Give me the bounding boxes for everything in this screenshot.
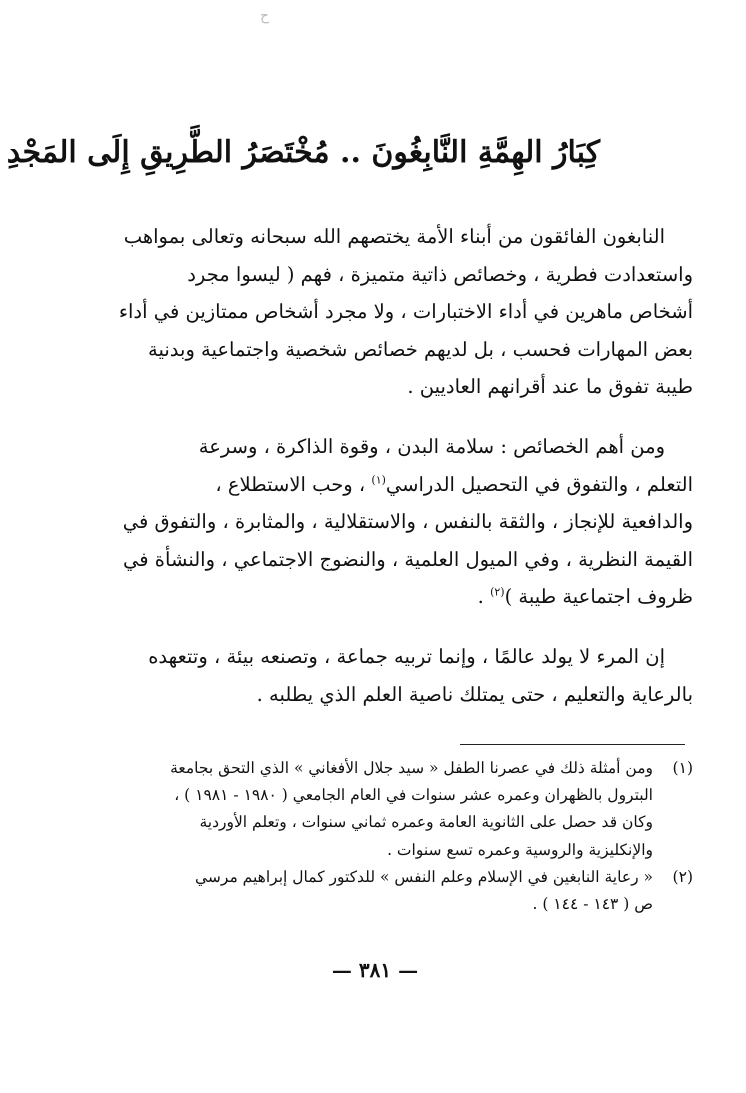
footnote-number: (١) <box>672 759 693 777</box>
footnote-line: البترول بالظهران وعمره عشر سنوات في العام الجامعي ( ١٩٨٠ - ١٩٨١ ) ، <box>174 786 653 805</box>
footnote-2 <box>128 864 693 918</box>
footnote-line: ومن أمثلة ذلك في عصرنا الطفل « سيد جلال الأفغاني » الذي التحق بجامعة <box>170 759 653 777</box>
section-heading: كِبَارُ الهِمَّةِ النَّابِغُونَ .. مُخْتَصَرُ الطَّرِيقِ إِلَى المَجْدِ <box>6 135 600 170</box>
paragraph-line <box>128 578 693 616</box>
paragraph-line: ومن أهم الخصائص : سلامة البدن ، وقوة الذاكرة ، وسرعة <box>198 435 665 458</box>
line-text: التعلم ، والتفوق في التحصيل الدراسي <box>385 472 693 496</box>
paragraph-line: بعض المهارات فحسب ، بل لديهم خصائص شخصية واجتماعية وبدنية <box>148 337 693 361</box>
footnote-line: والإنكليزية والروسية وعمره تسع سنوات . <box>387 840 653 859</box>
footnote-marker-1[interactable]: (١) <box>371 473 386 486</box>
footnotes <box>128 755 693 918</box>
footnote-line: وكان قد حصل على الثانوية العامة وعمره ثماني سنوات ، وتعلم الأوردية <box>199 813 653 832</box>
line-text: ، وحب الاستطلاع ، <box>215 472 366 496</box>
paragraph-line: والدافعية للإنجاز ، والثقة بالنفس ، والاستقلالية ، والمثابرة ، والتفوق في <box>122 510 693 533</box>
line-text: . <box>477 585 491 608</box>
page-number: — ٣٨١ — <box>331 958 419 982</box>
paragraph-1 <box>118 218 693 406</box>
paragraph-line: القيمة النظرية ، وفي الميول العلمية ، والنضوج الاجتماعي ، والنشأة في <box>123 547 693 571</box>
paragraph-2 <box>122 428 693 616</box>
paragraph-line: أشخاص ماهرين في أداء الاختبارات ، ولا مجرد أشخاص ممتازين في أداء <box>118 300 693 323</box>
footnote-line: « رعاية النابغين في الإسلام وعلم النفس » للدكتور كمال إبراهيم مرسي <box>194 867 653 886</box>
footnote-number: (٢) <box>672 867 693 886</box>
paragraph-line: بالرعاية والتعليم ، حتى يمتلك ناصية العلم الذي يطلبه . <box>256 682 693 706</box>
footnote-line: ص ( ١٤٣ - ١٤٤ ) . <box>532 895 653 914</box>
paragraph-line: النابغون الفائقون من أبناء الأمة يختصهم الله سبحانه وتعالى بمواهب <box>123 225 665 248</box>
paragraph-line: واستعدادت فطرية ، وخصائص ذاتية متميزة ، فهم ( ليسوا مجرد <box>187 262 693 286</box>
footnote-1 <box>128 755 693 864</box>
line-text: ظروف اجتماعية طيبة ) <box>504 585 693 608</box>
paragraph-line: طيبة تفوق ما عند أقرانهم العاديين . <box>407 375 693 398</box>
paragraph-line <box>128 466 693 504</box>
paragraph-3 <box>128 638 693 713</box>
footnote-marker-2[interactable]: (٢) <box>490 585 505 599</box>
page-smudge: ح <box>260 8 270 24</box>
paragraph-line: إن المرء لا يولد عالمًا ، وإنما تربيه جماعة ، وتصنعه بيئة ، وتتعهده <box>148 645 665 668</box>
footnote-separator <box>460 744 685 745</box>
